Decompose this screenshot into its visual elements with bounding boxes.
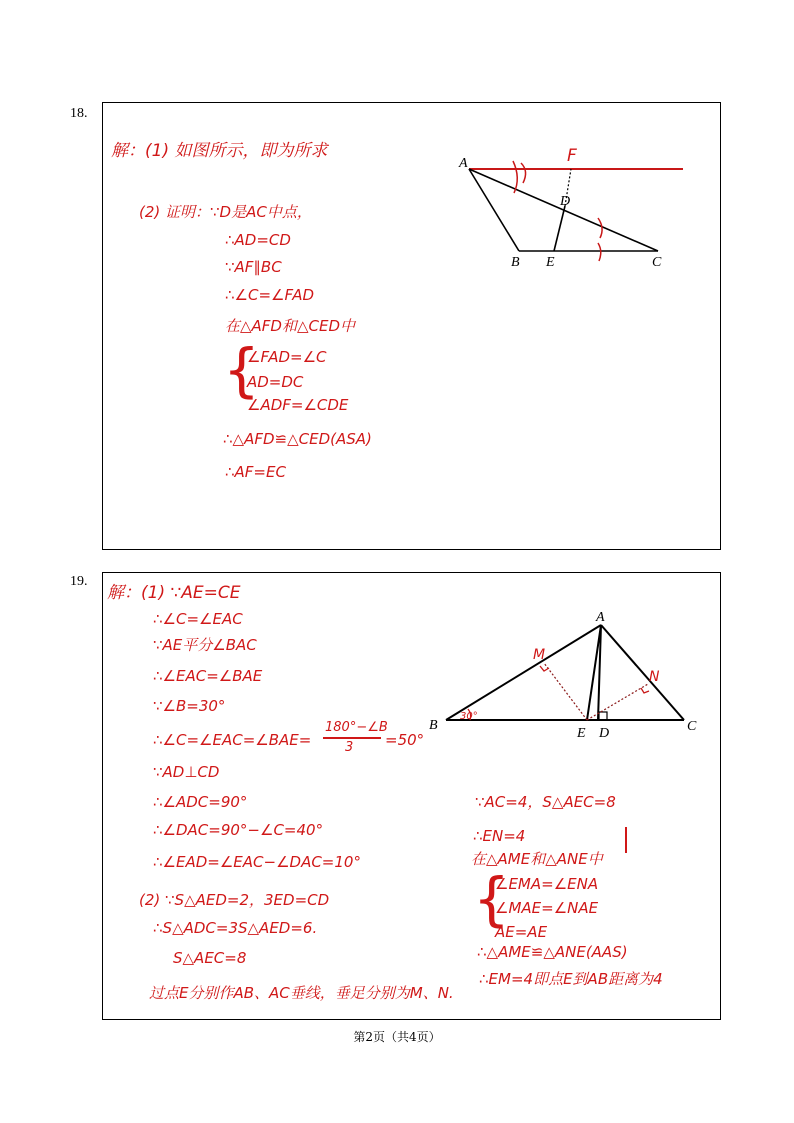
q19-right-line-3: 在△AME和△ANE中 bbox=[471, 850, 603, 868]
q19-right-line-1: ∵AC=4，S△AEC=8 bbox=[475, 793, 616, 811]
q19-line-12: ∴S△ADC=3S△AED=6. bbox=[153, 919, 318, 937]
q18-line-5: ∴∠C=∠FAD bbox=[225, 286, 315, 304]
q19-line-1: 解：(1) ∵AE=CE bbox=[107, 583, 241, 603]
q18-label-e: E bbox=[546, 255, 555, 270]
q19-right-line-8: ∴EM=4即点E到AB距离为4 bbox=[479, 970, 663, 988]
q19-right-line-4: ∠EMA=∠ENA bbox=[495, 875, 599, 893]
q19-angle-label: 30° bbox=[460, 711, 478, 722]
q19-right-line-7: ∴△AME≌△ANE(AAS) bbox=[477, 943, 628, 961]
q19-line-6: ∴∠C=∠EAC=∠BAE= bbox=[153, 731, 312, 749]
q18-line-4: ∵AF∥BC bbox=[225, 258, 282, 276]
q19-line-7: ∵AD⊥CD bbox=[153, 763, 220, 781]
q19-label-n: N bbox=[649, 669, 660, 685]
q18-label-d: D bbox=[560, 194, 571, 209]
q18-label-b: B bbox=[511, 255, 520, 270]
q19-triangle-figure bbox=[103, 573, 722, 1021]
q18-line-9: ∠ADF=∠CDE bbox=[247, 396, 349, 414]
q19-line-9: ∴∠DAC=90°−∠C=40° bbox=[153, 821, 324, 839]
answer-box-18 bbox=[102, 102, 721, 550]
q19-right-line-6: AE=AE bbox=[495, 923, 548, 941]
q18-line-10: ∴△AFD≌△CED(ASA) bbox=[223, 430, 372, 448]
q19-label-e: E bbox=[577, 726, 586, 741]
q19-line-14: 过点E分别作AB、AC垂线，垂足分别为M、N. bbox=[149, 984, 454, 1002]
q18-line-1: 解：(1) 如图所示，即为所求 bbox=[111, 141, 328, 161]
q19-fraction-numerator: 180°−∠B bbox=[325, 720, 388, 735]
q19-fraction-denominator: 3 bbox=[345, 740, 354, 755]
q18-line-11: ∴AF=EC bbox=[225, 463, 286, 481]
q19-line-5: ∵∠B=30° bbox=[153, 697, 226, 715]
q19-label-a: A bbox=[596, 610, 605, 625]
q19-line-11: (2) ∵S△AED=2，3ED=CD bbox=[139, 891, 330, 909]
q19-label-c: C bbox=[687, 719, 697, 734]
q18-label-c: C bbox=[652, 255, 662, 270]
q19-label-b: B bbox=[429, 718, 438, 733]
q18-triangle-figure bbox=[103, 103, 722, 551]
q19-label-m: M bbox=[533, 647, 546, 663]
q18-line-7: ∠FAD=∠C bbox=[247, 348, 327, 366]
q18-system-brace: { bbox=[223, 336, 260, 404]
q19-line-2: ∴∠C=∠EAC bbox=[153, 610, 243, 628]
question-number-18: 18. bbox=[70, 106, 88, 121]
q18-label-a: A bbox=[459, 156, 468, 171]
q19-label-d: D bbox=[599, 726, 610, 741]
question-number-19: 19. bbox=[70, 574, 88, 589]
q19-line-3: ∵AE平分∠BAC bbox=[153, 636, 257, 654]
page-footer: 第2页（共4页） bbox=[353, 1030, 441, 1044]
q19-right-line-2: ∴EN=4 bbox=[473, 827, 526, 845]
q19-fraction-result: =50° bbox=[385, 731, 425, 749]
answer-box-19 bbox=[102, 572, 721, 1020]
q19-line-4: ∴∠EAC=∠BAE bbox=[153, 667, 263, 685]
q19-line-10: ∴∠EAD=∠EAC−∠DAC=10° bbox=[153, 853, 361, 871]
q18-line-2: (2) 证明：∵D是AC中点， bbox=[139, 203, 312, 221]
q19-line-13: S△AEC=8 bbox=[173, 949, 247, 967]
q18-line-3: ∴AD=CD bbox=[225, 231, 291, 249]
q19-line-8: ∴∠ADC=90° bbox=[153, 793, 248, 811]
q18-label-f: F bbox=[567, 146, 577, 166]
q18-line-6: 在△AFD和△CED中 bbox=[225, 317, 356, 335]
q19-right-line-5: ∠MAE=∠NAE bbox=[495, 899, 599, 917]
q18-line-8: AD=DC bbox=[247, 373, 304, 391]
q19-system-brace: { bbox=[473, 865, 510, 933]
